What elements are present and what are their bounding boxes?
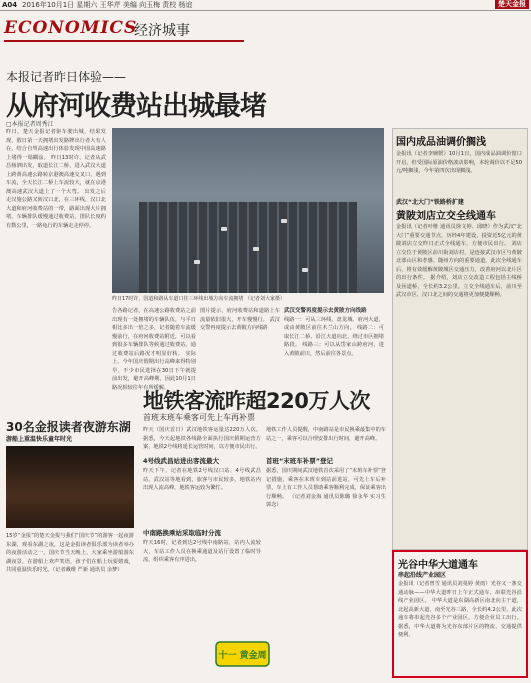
metro-col2: 地铁工作人员提醒，中南路站是市民换乘最集中的车站之一，乘客可以合理安排出行时间，避开高峰。 [266,427,386,442]
overpass-kicker: 武汉“北大门”铁路桥扩建 [396,199,464,206]
metro-headline: 地铁客流昨超220万人次 [143,389,370,413]
oil-price-body: 金报讯（记者李婉媛）10月1日，国内成品油调价窗口开启，但受国际原油价格波动影响，本轮调价以不足50元/吨搁浅，今年第四次出现搁浅。 [396,151,522,174]
section-cn-title: 经济城事 [134,23,190,39]
readers-title: 30名金报读者夜游东湖 [6,420,131,434]
metro-col1c: 昨天16时，记者到达2号线中南路站，站内人流较大，车站工作人员在换乘通道及站厅设置了临时导流，组织乘客有序进出。 [143,540,261,563]
readers-photo [6,446,134,528]
tips-heading: 武汉交警再度提示去黄陂方向线路 [284,308,367,314]
readers-body: 15岁“金报”的楚天金报与我们“国庆节”的游客一起夜游东湖，观看东湖之夜，这是金报读者俱乐部为读者举办的夜游活动之一。国庆节当天晚上，大家乘坐游船游东湖夜景，在游船上欢声笑语，孩子们在船上玩耍嬉戏，共同重温快乐时光。（记者戴维 严新 通讯员 余梦） [6,533,134,573]
oil-price-title: 国内成品油调价搁浅 [396,137,486,148]
optics-body: 金报讯（记者曾雪 通讯员刘曼婷 黄雨）光谷又一条交通动脉——中华大道昨日上午正式通车，串联光谷沿线产业园区。 中华大道是东湖高新区南北向主干道，北起高新大道，南至光谷三路，全长约4.2公里，此次通车将串起光谷多个产业园区，方便企业员工出行。 据悉，中华大道将为光谷东部片区的物流、交通提供便利。 [398,581,522,638]
overpass-body: 金报讯（记者叶维 通讯员徐文婷、邱晓）作为武汉“北大门”重要交通节点，历经4年建设，投资近5亿元的黄陂刘店立交昨日正式全线通车，方便市民出行。 刘店立交位于黄陂区前川街刘店村，是连接武汉市区与黄陂北部山区和孝感、随州方向的重要通道，此次全线通车后，将有效缓解黄陂城区交通压力，改善府河以北片区的出行条件。 据介绍，刘店立交改造工程包括主线桥及匝道桥，全长约3.2公里。立交全线通车后，前川至武汉市区、汉口北之间的交通将更加便捷顺畅。 [396,224,522,298]
lead-byline: □本报记者周秀江 [6,121,54,128]
overpass-title: 黄陂刘店立交全线通车 [396,211,496,222]
lead-photo [112,128,384,293]
metro-subhead2: 中南路换乘站采取临时分流 [143,529,221,537]
lead-body-mid2: 图片提示，府河收费站和道路上车流量依旧很大，开车慢慢行。 武汉交警再度提示去黄陂方向线路 [200,308,280,331]
lead-body-left: 昨日，楚天金报记者驱车驶出城，结果发现，假日第一天拥堵出发路牌出行者大有人在，结合自驾高速出行体验发现中国高速路上堵得一塌糊涂。 昨日13时许，记者从武昌杨泗出发，取道长江二桥，进入武汉大道上跨黄高速公路转京港澳高速交叉口，遇到车流，全天长江二桥上车流较大，就在京港澳高速武汉大道上了一个大弯。 出发之后走汉施公路又转汉口北，在三环线，汉口北大道和府河收费站的一带，路面出现大片拥堵。车辆排队缓慢通过收费站，排队长度约有数公里，一路龟行的车辆走走停停。 [6,129,106,229]
tips-box [284,307,384,382]
page-header [0,0,531,11]
page-number: A04 [2,1,18,9]
section-en-title: ECONOMICS [4,18,138,38]
optics-title: 光谷中华大道通车 [398,560,478,571]
metro-col1: 昨天（国庆首日）武汉地铁客运量达220万人次。据悉，今天起地铁各线路全面执行国庆假期运营方案，地铁2号线将延长运营时间，以方便市民出行。 [143,427,261,450]
metro-col2b: 据悉，国庆期间武汉地铁首次采用了“末班车补票”登记措施，乘客在末班车到站前进站，可先上车后补票，车上有工作人员帮助乘客顺利完成，保证乘客出行顺畅。 （记者刘金海 通讯员陈璐 徐永华 实习生郭念） [266,468,386,508]
optics-kicker: 串起沿线产业园区 [398,572,447,579]
metro-subheadline: 首班末班车乘客可先上车再补票 [143,413,255,422]
golden-week-logo [215,641,270,667]
brand-badge: 楚天金报 [495,0,529,9]
issue-meta: 2016年10月1日 星期六 王华芹 美编 向玉梅 责校 杨谊 [22,1,193,9]
readers-subtitle: 游船上重温快乐童年时光 [6,436,73,443]
tips-body: 线路一：可从三环线、盘龙城、府河大道，或由黄陂区前往木兰山方向。 线路二：可取长江二桥、沿江大道向北，绕过市区拥堵路段。 线路三：可以从岱家山跨府河，进入黄陂前川，然后前往各景点。 [284,316,384,357]
section-banner [4,18,264,40]
metro-subhead3: 首班“末班车补票”登记 [266,457,334,465]
lead-kicker: 本报记者昨日体验—— [6,70,127,84]
metro-subhead1: 4号线武昌站进出客流最大 [143,457,220,465]
optics-valley-box [392,550,528,678]
photo-caption: 昨日17时许，国道和路从车道口往三环线出城方向车流拥堵 （记者刘大家摄） [112,296,285,302]
lead-headline: 从府河收费站出城最堵 [6,91,266,122]
metro-col1b: 昨天下午，记者在地铁2号线汉口站、4号线武昌站、武汉站等地看到，旅客与市民较多，地铁站内出现人流高峰，地铁客运较为繁忙。 [143,468,261,491]
lead-body-mid: 告各路记者，在高速公路收费站之前出现有一处拥堵的车辆队伍，与平日相比多出一倍之多，记者随着车流缓慢前行，在府河收费站附近，可以看到很多车辆排队等候通过收费站。通过收费站后路况才明显好转。 实际上，今年国庆假期出行高峰来得特别早，不少市民选择在30日下午就提前出发，避开高峰期，因此10月1日路况相较往年有所缓解。 [112,308,196,391]
section-divider [4,40,244,42]
logo-text: 十一 黄金周 [218,651,267,661]
